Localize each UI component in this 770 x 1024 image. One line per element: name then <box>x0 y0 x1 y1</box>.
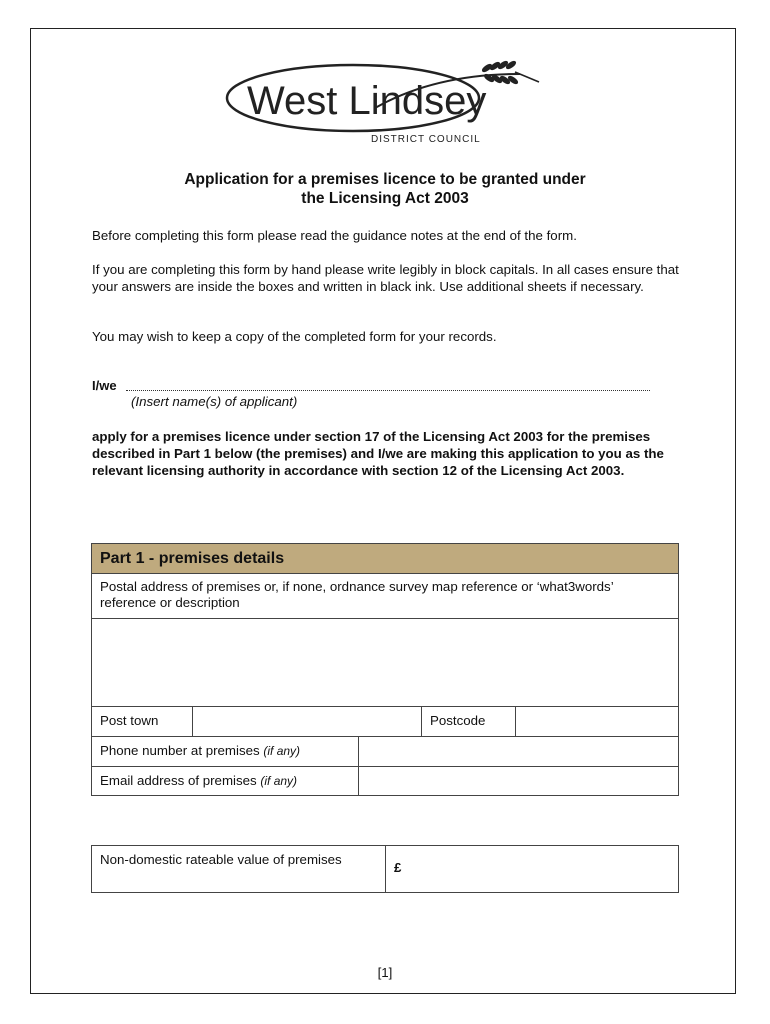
intro-paragraph-1: Before completing this form please read the guidance notes at the end of the form. <box>92 228 577 243</box>
rateable-value-field[interactable] <box>385 846 678 892</box>
rateable-value-label: Non-domestic rateable value of premises <box>100 852 342 867</box>
part1-table <box>91 543 679 796</box>
postcode-label: Postcode <box>421 707 515 736</box>
applicant-label: I/we <box>92 378 117 393</box>
post-town-row <box>92 707 678 737</box>
address-label-row <box>92 574 678 619</box>
phone-label: Phone number at premises <box>100 743 260 758</box>
email-row <box>92 767 678 796</box>
phone-row <box>92 737 678 767</box>
email-label-cell <box>92 767 358 796</box>
declaration-text: apply for a premises licence under section 17 of the Licensing Act 2003 for the premises described in Part 1 below (the premises) and I/we are making this application to you as the relevant licensing authority in accordance with section 12 of the Licensing Act 2003. <box>92 429 664 478</box>
page-number: [1] <box>377 965 393 980</box>
intro-paragraph-3: You may wish to keep a copy of the completed form for your records. <box>92 329 497 344</box>
rateable-value-table <box>91 845 679 893</box>
address-label: Postal address of premises or, if none, ordnance survey map reference or ‘what3words’ reference or description <box>100 579 614 610</box>
logo-text: West Lindsey <box>247 79 487 123</box>
address-field[interactable] <box>92 619 678 707</box>
email-qualifier: (if any) <box>260 774 298 788</box>
part1-header: Part 1 - premises details <box>92 544 678 574</box>
title-line-1: Application for a premises licence to be granted under <box>184 171 586 188</box>
applicant-hint: (Insert name(s) of applicant) <box>131 394 298 409</box>
applicant-name-field[interactable] <box>126 390 650 391</box>
logo-subtext: DISTRICT COUNCIL <box>371 134 481 145</box>
title-line-2: the Licensing Act 2003 <box>301 190 469 207</box>
post-town-label: Post town <box>100 713 159 728</box>
post-town-field[interactable] <box>192 707 421 736</box>
form-title <box>100 170 670 208</box>
email-field[interactable] <box>358 767 678 796</box>
phone-qualifier: (if any) <box>263 744 301 758</box>
intro-paragraph-2: If you are completing this form by hand please write legibly in block capitals. In all cases ensure that your answers are inside the boxes and written in black ink. Use additional sheets if necessary. <box>92 262 679 294</box>
phone-field[interactable] <box>358 737 678 766</box>
email-label: Email address of premises <box>100 773 257 788</box>
phone-label-cell <box>92 737 358 766</box>
currency-symbol: £ <box>394 860 402 875</box>
council-logo <box>225 56 545 152</box>
postcode-field[interactable] <box>515 707 678 736</box>
